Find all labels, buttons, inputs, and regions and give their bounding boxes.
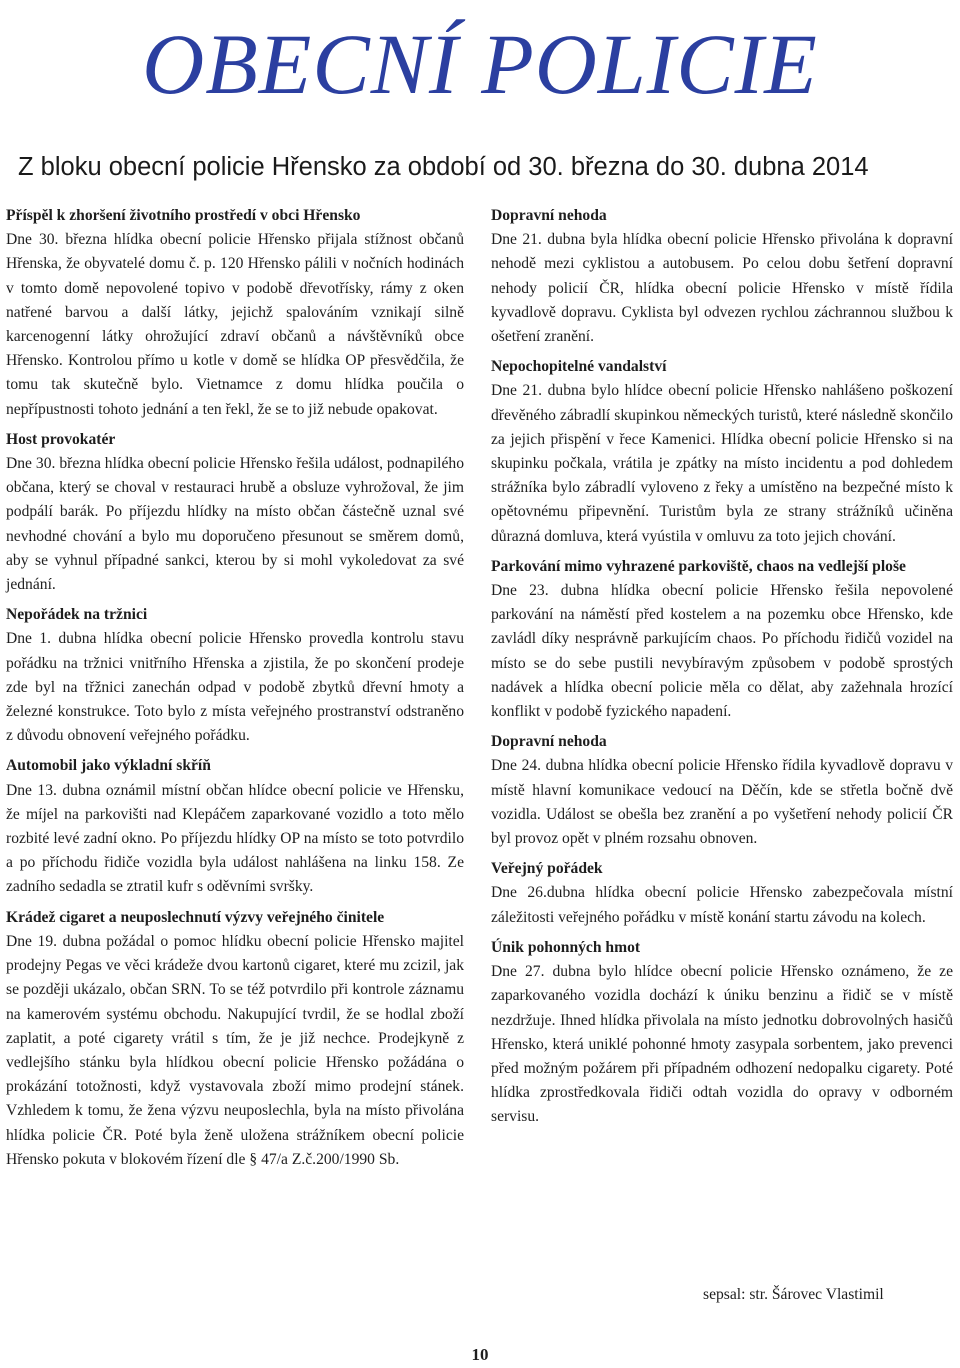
article-body: Dne 13. dubna oznámil místní občan hlídce obecní policie ve Hřensku, že míjel na parkovišti nad Klepáčem zaparkované vozidlo a toto mělo rozbité levé zadní okno. Po příjezdu hlídky OP na místo se toto potvrdilo a po příchodu řidiče vozidla byla událost nahlášena na linku 158. Ze zadního sedadla se ztratil kufr s oděvními svršky. bbox=[6, 781, 464, 896]
article bbox=[6, 428, 464, 597]
article-heading: Krádež cigaret a neuposlechnutí výzvy veřejného činitele bbox=[6, 908, 385, 926]
page-subtitle: Z bloku obecní policie Hřensko za období od 30. března do 30. dubna 2014 bbox=[18, 153, 869, 181]
article-heading: Automobil jako výkladní skříň bbox=[6, 757, 211, 775]
article-heading: Únik pohonných hmot bbox=[491, 938, 641, 956]
page-number: 10 bbox=[471, 1345, 489, 1364]
article-heading: Host provokatér bbox=[6, 430, 116, 448]
article-heading: Dopravní nehoda bbox=[491, 733, 607, 751]
article-body: Dne 24. dubna hlídka obecní policie Hřensko řídila kyvadlově dopravu v místě hlavní komunikace vedoucí na Děčín, kde se střetla bočně dvě vozidla. Událost se obešla bez zranění a po vyšetření nehody policií ČR byl provoz opět v plném rozsahu obnoven. bbox=[491, 757, 953, 848]
article-body: Dne 21. dubna byla hlídka obecní policie Hřensko přivolána k dopravní nehodě mezi cyklistou a autobusem. Po celou dobu šetření dopravní nehody policií ČR, hlídka obecní policie Hřensko v místě řídila kyvadlově dopravu. Cyklista byl odvezen rychlou záchrannou službou k ošetření zranění. bbox=[491, 231, 953, 346]
article-heading: Příspěl k zhoršení životního prostředí v obci Hřensko bbox=[6, 207, 361, 224]
article-heading: Dopravní nehoda bbox=[491, 207, 607, 224]
article-heading: Nepořádek na tržnici bbox=[6, 606, 148, 624]
article-body: Dne 27. dubna bylo hlídce obecní policie Hřensko oznámeno, že ze zaparkovaného vozidla dochází k úniku benzinu a řidič se v místě nezdržuje. Ihned hlídka přivolala na místo jednotku dobrovolných hasičů Hřensko, která uniklé pohonné hmoty zasypala sorbentem, jako prevenci před možným požárem při případném odhození nedopalku cigarety. Poté hlídka zprostředkovala řidiči odtah vozidla do opravy v odborném servisu. bbox=[491, 963, 953, 1126]
article bbox=[491, 936, 953, 1130]
article-body: Dne 21. dubna bylo hlídce obecní policie Hřensko nahlášeno poškození dřevěného zábradlí skupinkou německých turistů, které následně skončilo za jejich přispění v řece Kamenici. Hlídka obecní policie Hřensko si na skupinku počkala, vrátila je zpátky na místo incidentu a pod dohledem strážníka bylo zábradlí vyloveno z řeky a umístěno na bezpečné místo k opětovnému připevnění. Turistům byla ze strany strážníků učiněna důrazná domluva, která vyústila v omluvu za toto jejich chování. bbox=[491, 382, 953, 545]
page-title: OBECNÍ POLICIE bbox=[142, 16, 818, 112]
article bbox=[491, 355, 953, 549]
article-body: Dne 30. března hlídka obecní policie Hřensko přijala stížnost občanů Hřenska, že obyvatelé domu č. p. 120 Hřensko pálili v nočních hodinách v tomto domě nepovolené topivo v podobě dřevotřísky, rámy z oken natřené barvou a další látky, jejichž spalováním vznikají silně karcenogenní látky ohrožující zdraví občanů a návštěvníků obce Hřensko. Kontrolou přímo u kotle v domě se hlídka OP přesvědčila, že tomu tak skutečně bylo. Vietnamce z domu hlídka poučila o nepřípustnosti tohoto jednání a ten řekl, že se to již nebude opakovat. bbox=[6, 231, 464, 418]
article-body: Dne 1. dubna hlídka obecní policie Hřensko provedla kontrolu stavu pořádku na tržnici vnitřního Hřenska a zjistila, že po skončení prodeje zde byl na třžnici zanechán odpad v podobě zbytků dřevní hmoty a železné konstrukce. Toto bylo z místa veřejného prostranství odstraněno z důvodu obnovení veřejného pořádku. bbox=[6, 630, 464, 745]
article bbox=[491, 204, 953, 349]
article-heading: Nepochopitelné vandalství bbox=[491, 358, 667, 376]
article bbox=[6, 603, 464, 748]
article bbox=[491, 555, 953, 724]
article-body: Dne 30. března hlídka obecní policie Hřensko řešila událost, podnapilého občana, který se choval v restauraci hrubě a obsluze vyhrožoval, že jim podpálí barák. Po příjezdu hlídky na místo občan částečně uznal své nevhodné chování a bylo mu doporučeno přesunout se směrem domů, aby se vyhnul případné sankci, kterou by si mohl vykoledovat za své jednání. bbox=[6, 455, 464, 594]
article-heading: Veřejný pořádek bbox=[491, 860, 603, 878]
left-column bbox=[6, 204, 464, 1178]
article-body: Dne 19. dubna požádal o pomoc hlídku obecní policie Hřensko majitel prodejny Pegas ve věci krádeže dvou kartonů cigaret, které mu zcizil, jak se později ukázalo, občan SRN. To se též potvrdilo při kontrole záznamu na kamerovém systému obchodu. Nakupující tvrdil, že se hodlal zboží zaplatit, a poté cigarety vrátil s tím, že je již nechce. Prodejkyně z vedlejšího stánku byla hlídkou obecní policie Hřensko požádána o prokázání totožnosti, když vystavovala zboží mimo prodejní stánek. Vzhledem k tomu, že žena výzvu neuposlechla, byla na místo přivolána hlídka policie ČR. Poté byla ženě uložena strážníkem obecní policie Hřensko pokuta v blokovém řízení dle § 47/a Z.č.200/1990 Sb. bbox=[6, 932, 464, 1168]
article bbox=[6, 754, 464, 899]
right-column bbox=[491, 204, 953, 1136]
article bbox=[6, 204, 464, 422]
author-signature: sepsal: str. Šárovec Vlastimil bbox=[703, 1286, 884, 1303]
article bbox=[6, 906, 464, 1172]
article-heading: Parkování mimo vyhrazené parkoviště, chaos na vedlejší ploše bbox=[491, 557, 906, 575]
article-body: Dne 26.dubna hlídka obecní policie Hřensko zabezpečovala místní záležitosti veřejného pořádku v místě konání startu závodu na kolech. bbox=[491, 884, 953, 926]
article bbox=[491, 857, 953, 930]
article-body: Dne 23. dubna hlídka obecní policie Hřensko řešila nepovolené parkování na náměstí před kostelem a na pozemku obce Hřensko, kde zavládl díky nesprávně parkujícím chaos. Po příchodu řidičů vozidel na místo se do sebe pustili nevybíravým způsobem v podobě sprostých nadávek a hlídka obecní policie měla co dělat, aby zažehnala hrozící konflikt v podobě fyzického napadení. bbox=[491, 582, 953, 721]
article bbox=[491, 730, 953, 851]
